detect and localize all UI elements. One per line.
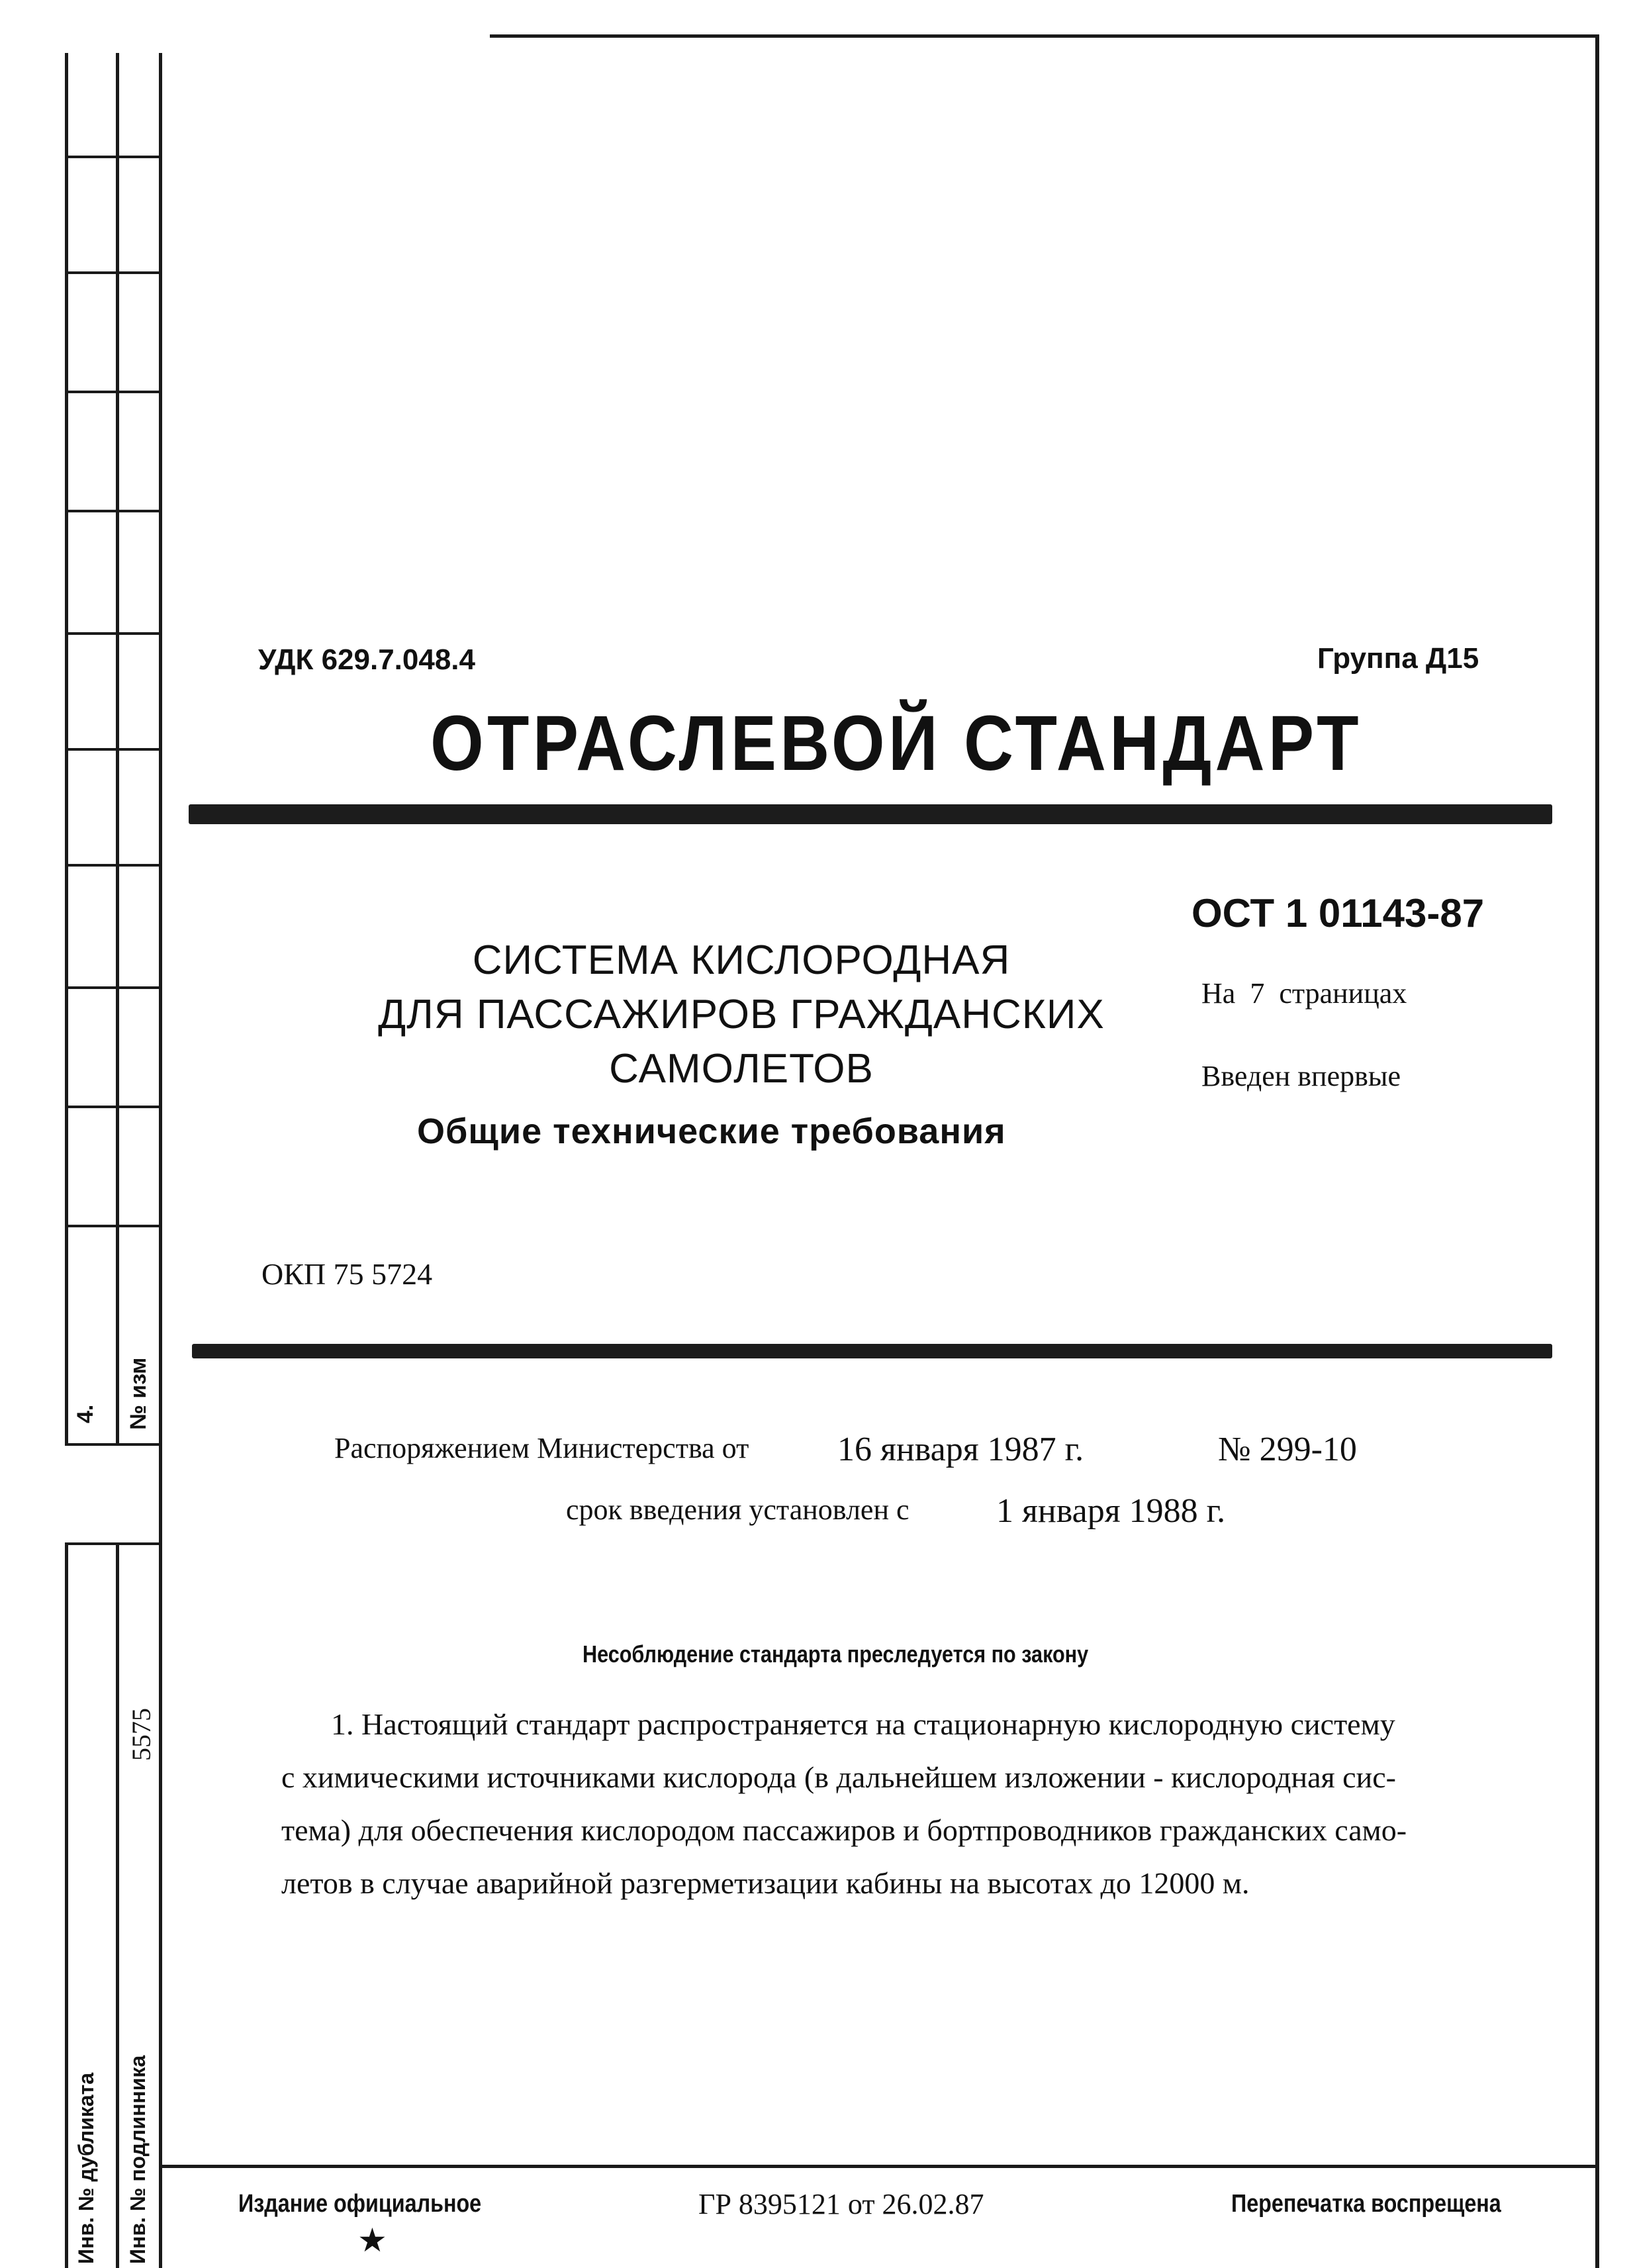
pages-count: 7: [1250, 977, 1265, 1010]
term-prefix: срок введения установлен с: [566, 1493, 910, 1526]
paragraph-line: летов в случае аварийной разгерметизации кабины на высотах до 12000 м.: [281, 1866, 1250, 1900]
heading-line: САМОЛЕТОВ: [609, 1046, 874, 1092]
section-rule: [192, 1344, 1552, 1358]
standard-code: ОСТ 1 01143-87: [1191, 891, 1485, 935]
margin-row-line: [65, 391, 159, 393]
margin-vertical-line: [65, 1542, 68, 2268]
margin-row-line: [65, 1106, 159, 1108]
order-number: № 299-10: [1218, 1431, 1357, 1468]
paragraph-line: с химическими источниками кислорода (в дальнейшем изложении - кислородная сис-: [281, 1760, 1396, 1794]
pages-prefix: На: [1201, 977, 1236, 1010]
pages-info: [1201, 976, 1407, 1010]
margin-row-line: [65, 156, 159, 158]
margin-izm-label: № изм: [126, 1357, 151, 1430]
okp-code: ОКП 75 5724: [261, 1257, 433, 1291]
udk-code: УДК 629.7.048.4: [258, 643, 476, 676]
margin-row-line: [65, 1225, 159, 1227]
margin-row-line: [65, 1542, 159, 1545]
term-date: 1 января 1988 г.: [996, 1492, 1226, 1530]
order-prefix: Распоряжением Министерства от: [334, 1432, 749, 1464]
margin-row-line: [65, 632, 159, 635]
page-title: ОТРАСЛЕВОЙ СТАНДАРТ: [430, 700, 1362, 787]
frame-right-line: [1595, 34, 1599, 2268]
paragraph-line: 1. Настоящий стандарт распространяется на стационарную кислородную систему: [331, 1707, 1395, 1741]
frame-top-line: [490, 34, 1599, 38]
order-date: 16 января 1987 г.: [837, 1431, 1084, 1468]
group-code: Группа Д15: [1317, 642, 1479, 675]
margin-inv-dublikata: Инв. № дубликата: [74, 2072, 98, 2264]
margin-row-line: [65, 864, 159, 867]
footer-edition: Издание официальное: [238, 2190, 482, 2218]
pages-suffix: страницах: [1279, 977, 1407, 1010]
introduced-note: Введен впервые: [1201, 1060, 1401, 1092]
frame-left-line: [159, 53, 162, 2268]
star-icon: ★: [357, 2222, 387, 2259]
margin-row-line: [65, 1443, 159, 1446]
title-rule: [189, 804, 1552, 824]
margin-number: 5575: [126, 1708, 156, 1761]
margin-inv-podlinnika: Инв. № подлинника: [126, 2055, 150, 2264]
footer-reprint: Перепечатка воспрещена: [1231, 2190, 1501, 2218]
paragraph-1: [281, 1698, 1539, 1910]
standard-subheading: Общие технические требования: [417, 1111, 1006, 1151]
legal-notice: Несоблюдение стандарта преследуется по закону: [583, 1640, 1089, 1668]
footer-registration: ГР 8395121 от 26.02.87: [698, 2188, 984, 2220]
margin-row-line: [65, 510, 159, 512]
standard-heading: [344, 933, 1139, 1096]
frame-bottom-line: [159, 2165, 1599, 2168]
margin-izm-value: 4.: [73, 1404, 98, 1423]
heading-line: СИСТЕМА КИСЛОРОДНАЯ: [472, 937, 1011, 983]
margin-row-line: [65, 748, 159, 751]
margin-row-line: [65, 986, 159, 989]
heading-line: ДЛЯ ПАССАЖИРОВ ГРАЖДАНСКИХ: [378, 992, 1105, 1037]
margin-vertical-line: [116, 1542, 119, 2268]
margin-row-line: [65, 271, 159, 274]
paragraph-line: тема) для обеспечения кислородом пассажиров и бортпроводников гражданских само-: [281, 1813, 1407, 1847]
